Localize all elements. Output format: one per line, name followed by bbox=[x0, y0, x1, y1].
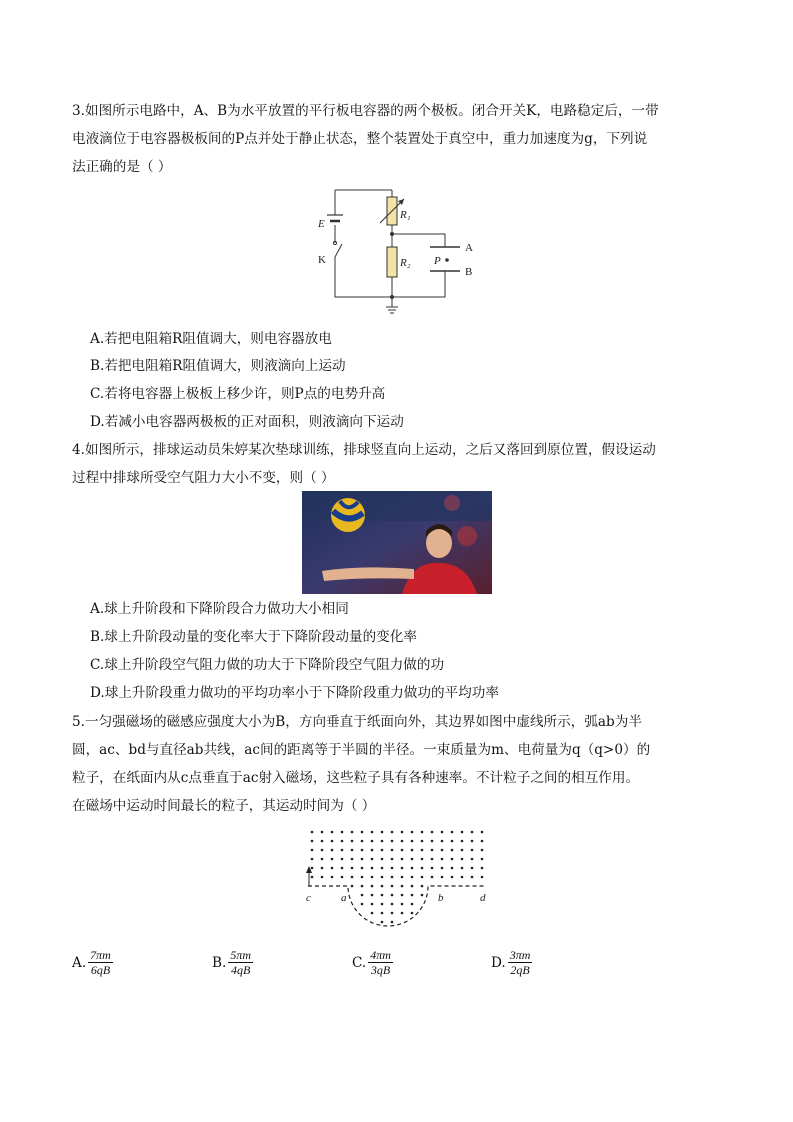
field-dot bbox=[351, 858, 354, 861]
q5-option-d-fraction bbox=[508, 948, 533, 977]
field-dot bbox=[321, 858, 324, 861]
field-dot bbox=[411, 831, 414, 834]
q5-stem-line-4: 在磁场中运动时间最长的粒子，其运动时间为（ ） bbox=[72, 798, 376, 814]
field-dot bbox=[431, 867, 434, 870]
field-dot bbox=[471, 831, 474, 834]
field-dot bbox=[421, 858, 424, 861]
field-dot bbox=[401, 849, 404, 852]
field-dot bbox=[331, 831, 334, 834]
field-dot bbox=[441, 867, 444, 870]
field-dot bbox=[421, 885, 424, 888]
field-dot bbox=[381, 903, 384, 906]
field-dot bbox=[421, 849, 424, 852]
label-R1: R₁ bbox=[400, 209, 411, 221]
entry-arrow-head bbox=[306, 866, 312, 873]
q5-option-a-fraction bbox=[88, 948, 113, 977]
field-dot bbox=[451, 840, 454, 843]
circuit-wires-left bbox=[335, 190, 392, 297]
field-dot bbox=[441, 831, 444, 834]
field-dot bbox=[391, 876, 394, 879]
field-dot bbox=[471, 849, 474, 852]
field-dot bbox=[461, 831, 464, 834]
field-dot bbox=[361, 876, 364, 879]
field-dot bbox=[351, 885, 354, 888]
q5-option-a-denominator: 6qB bbox=[90, 963, 111, 977]
field-dot bbox=[411, 876, 414, 879]
field-dot bbox=[471, 858, 474, 861]
field-dot bbox=[381, 921, 384, 924]
field-dot bbox=[371, 858, 374, 861]
field-dot bbox=[461, 840, 464, 843]
label-c: c bbox=[306, 892, 311, 904]
field-dots bbox=[311, 831, 484, 924]
field-dot bbox=[401, 840, 404, 843]
field-dot bbox=[381, 831, 384, 834]
label-b: b bbox=[438, 892, 444, 904]
field-dot bbox=[371, 849, 374, 852]
label-E: E bbox=[318, 218, 325, 230]
field-dot bbox=[371, 831, 374, 834]
field-dot bbox=[381, 867, 384, 870]
field-dot bbox=[361, 849, 364, 852]
q3-option-d[interactable]: D.若减小电容器两极板的正对面积，则液滴向下运动 bbox=[90, 414, 404, 430]
field-dot bbox=[481, 858, 484, 861]
field-dot bbox=[331, 849, 334, 852]
field-dot bbox=[401, 912, 404, 915]
field-dot bbox=[351, 876, 354, 879]
label-R2: R₂ bbox=[400, 257, 411, 269]
field-dot bbox=[391, 912, 394, 915]
q3-option-b[interactable]: B.若把电阻箱R阻值调大，则液滴向上运动 bbox=[90, 358, 346, 374]
field-dot bbox=[451, 858, 454, 861]
field-dot bbox=[391, 867, 394, 870]
field-dot bbox=[321, 876, 324, 879]
q5-option-c-numerator: 4πm bbox=[370, 948, 391, 962]
q5-option-b-denominator: 4qB bbox=[230, 963, 251, 977]
q4-stem-line-1: 4.如图所示，排球运动员朱婷某次垫球训练，排球竖直向上运动，之后又落回到原位置，假设运动 bbox=[72, 442, 656, 458]
q4-stem-line-2: 过程中排球所受空气阻力大小不变，则（ ） bbox=[72, 470, 335, 486]
field-dot bbox=[391, 831, 394, 834]
field-dot bbox=[381, 894, 384, 897]
field-dot bbox=[321, 867, 324, 870]
q5-option-b-letter: B. bbox=[212, 954, 227, 971]
q5-option-c-letter: C. bbox=[352, 954, 367, 971]
field-dot bbox=[311, 858, 314, 861]
label-B: B bbox=[465, 266, 473, 278]
field-dot bbox=[401, 903, 404, 906]
q5-stem-line-1: 5.一匀强磁场的磁感应强度大小为B，方向垂直于纸面向外，其边界如图中虚线所示，弧ab为半 bbox=[72, 714, 642, 730]
photo-bokeh-2 bbox=[444, 495, 460, 511]
field-dot bbox=[361, 894, 364, 897]
field-dot bbox=[441, 849, 444, 852]
field-dot bbox=[421, 894, 424, 897]
label-a: a bbox=[341, 892, 347, 904]
field-dot bbox=[471, 876, 474, 879]
q5-option-d-denominator: 2qB bbox=[510, 963, 530, 977]
field-dot bbox=[431, 858, 434, 861]
field-dot bbox=[381, 849, 384, 852]
field-dot bbox=[481, 867, 484, 870]
field-dot bbox=[441, 858, 444, 861]
q5-option-d[interactable] bbox=[491, 948, 532, 977]
field-dot bbox=[481, 849, 484, 852]
field-dot bbox=[321, 849, 324, 852]
label-K: K bbox=[318, 254, 326, 266]
field-dot bbox=[411, 849, 414, 852]
q3-option-a[interactable]: A.若把电阻箱R阻值调大，则电容器放电 bbox=[90, 331, 332, 347]
field-dot bbox=[451, 831, 454, 834]
field-dot bbox=[461, 858, 464, 861]
field-dot bbox=[351, 831, 354, 834]
field-dot bbox=[421, 831, 424, 834]
field-dot bbox=[411, 894, 414, 897]
field-dot bbox=[401, 858, 404, 861]
field-dot bbox=[311, 840, 314, 843]
field-dot bbox=[471, 867, 474, 870]
field-dot bbox=[451, 867, 454, 870]
field-dot bbox=[391, 858, 394, 861]
q3-stem-line-3: 法正确的是（ ） bbox=[72, 159, 172, 175]
field-dot bbox=[411, 840, 414, 843]
field-dot bbox=[371, 894, 374, 897]
label-P: P bbox=[434, 255, 441, 267]
field-dot bbox=[451, 876, 454, 879]
field-dot bbox=[401, 876, 404, 879]
field-dot bbox=[341, 840, 344, 843]
field-dot bbox=[411, 885, 414, 888]
field-dot bbox=[461, 867, 464, 870]
field-dot bbox=[351, 849, 354, 852]
q5-option-b-fraction bbox=[228, 948, 253, 977]
q5-option-c-fraction bbox=[368, 948, 393, 977]
field-dot bbox=[401, 831, 404, 834]
q4-option-c[interactable]: C.球上升阶段空气阻力做的功大于下降阶段空气阻力做的功 bbox=[90, 657, 445, 673]
q5-option-a-numerator: 7πm bbox=[90, 948, 111, 962]
field-dot bbox=[411, 903, 414, 906]
q5-option-c-denominator: 3qB bbox=[370, 963, 391, 977]
field-dot bbox=[311, 876, 314, 879]
field-dot bbox=[371, 876, 374, 879]
label-A: A bbox=[465, 242, 473, 254]
field-dot bbox=[361, 903, 364, 906]
field-dot bbox=[401, 867, 404, 870]
q5-stem-line-3: 粒子，在纸面内从c点垂直于ac射入磁场，这些粒子具有各种速率。不计粒子之间的相互作用。 bbox=[72, 770, 640, 786]
field-dot bbox=[311, 849, 314, 852]
field-dot bbox=[381, 885, 384, 888]
field-dot bbox=[411, 867, 414, 870]
field-dot bbox=[341, 849, 344, 852]
field-dot bbox=[391, 849, 394, 852]
field-dot bbox=[371, 867, 374, 870]
field-dot bbox=[441, 840, 444, 843]
field-dot bbox=[481, 831, 484, 834]
field-dot bbox=[431, 831, 434, 834]
field-dot bbox=[421, 867, 424, 870]
volleyball-player-photo bbox=[302, 491, 492, 594]
photo-stands bbox=[302, 491, 492, 521]
field-dot bbox=[371, 912, 374, 915]
photo-drawing bbox=[302, 491, 492, 594]
field-dot bbox=[431, 876, 434, 879]
field-dot bbox=[411, 858, 414, 861]
field-dot bbox=[481, 840, 484, 843]
q3-stem-line-1: 3.如图所示电路中，A、B为水平放置的平行板电容器的两个极板。闭合开关K，电路稳定后，一带 bbox=[72, 103, 659, 119]
switch-lever bbox=[335, 244, 342, 257]
field-dot bbox=[331, 858, 334, 861]
q4-option-b[interactable]: B.球上升阶段动量的变化率大于下降阶段动量的变化率 bbox=[90, 629, 417, 645]
field-dot bbox=[351, 867, 354, 870]
q5-option-b-numerator: 5πm bbox=[230, 948, 251, 962]
field-dot bbox=[351, 840, 354, 843]
label-d: d bbox=[480, 892, 486, 904]
field-dot bbox=[371, 903, 374, 906]
q5-option-b[interactable] bbox=[212, 948, 253, 977]
q4-option-d[interactable]: D.球上升阶段重力做功的平均功率小于下降阶段重力做功的平均功率 bbox=[90, 685, 499, 701]
field-dot bbox=[461, 849, 464, 852]
resistor-R2 bbox=[387, 247, 397, 277]
field-dot bbox=[381, 912, 384, 915]
field-dot bbox=[321, 840, 324, 843]
field-dot bbox=[421, 840, 424, 843]
field-dot bbox=[441, 876, 444, 879]
q5-option-a-letter: A. bbox=[72, 954, 87, 971]
q5-stem-line-2: 圆，ac、bd与直径ab共线，ac间的距离等于半圆的半径。一束质量为m、电荷量为q（q>0）的 bbox=[72, 742, 651, 758]
field-dot bbox=[401, 885, 404, 888]
field-dot bbox=[331, 840, 334, 843]
field-dot bbox=[431, 849, 434, 852]
field-dot bbox=[361, 885, 364, 888]
q3-circuit-diagram bbox=[310, 185, 480, 315]
field-dot bbox=[411, 912, 414, 915]
photo-bokeh-3 bbox=[457, 526, 477, 546]
field-dot bbox=[431, 840, 434, 843]
field-dot bbox=[481, 876, 484, 879]
q5-option-c[interactable] bbox=[352, 948, 393, 977]
field-dot bbox=[471, 840, 474, 843]
field-dot bbox=[371, 840, 374, 843]
q4-option-a[interactable]: A.球上升阶段和下降阶段合力做功大小相同 bbox=[90, 601, 349, 617]
field-dot bbox=[341, 876, 344, 879]
q5-option-a[interactable] bbox=[72, 948, 113, 977]
field-dot bbox=[421, 876, 424, 879]
field-dot bbox=[331, 867, 334, 870]
field-dot bbox=[361, 840, 364, 843]
field-dot bbox=[461, 876, 464, 879]
field-dot bbox=[391, 840, 394, 843]
field-dot bbox=[361, 831, 364, 834]
field-dot bbox=[391, 921, 394, 924]
field-dot bbox=[341, 858, 344, 861]
field-dot bbox=[391, 885, 394, 888]
field-dot bbox=[311, 831, 314, 834]
field-dot bbox=[341, 867, 344, 870]
field-dot bbox=[341, 831, 344, 834]
q3-stem-line-2: 电液滴位于电容器极板间的P点并处于静止状态，整个装置处于真空中，重力加速度为g，下列说 bbox=[72, 131, 648, 147]
field-dot bbox=[381, 858, 384, 861]
field-dot bbox=[361, 867, 364, 870]
field-dot bbox=[401, 894, 404, 897]
q3-option-c[interactable]: C.若将电容器上极板上移少许，则P点的电势升高 bbox=[90, 386, 386, 402]
field-dot bbox=[451, 849, 454, 852]
field-dot bbox=[381, 876, 384, 879]
field-dot bbox=[321, 831, 324, 834]
field-dot bbox=[371, 885, 374, 888]
field-dot bbox=[381, 840, 384, 843]
q5-magnetic-field-diagram bbox=[300, 826, 495, 936]
q5-option-d-numerator: 3πm bbox=[509, 948, 531, 962]
q5-option-d-letter: D. bbox=[491, 954, 506, 971]
droplet-P bbox=[445, 258, 449, 262]
field-dot bbox=[391, 903, 394, 906]
field-boundary bbox=[308, 886, 485, 926]
field-dot bbox=[361, 858, 364, 861]
field-dot bbox=[391, 894, 394, 897]
field-dot bbox=[331, 876, 334, 879]
field-dot bbox=[311, 867, 314, 870]
